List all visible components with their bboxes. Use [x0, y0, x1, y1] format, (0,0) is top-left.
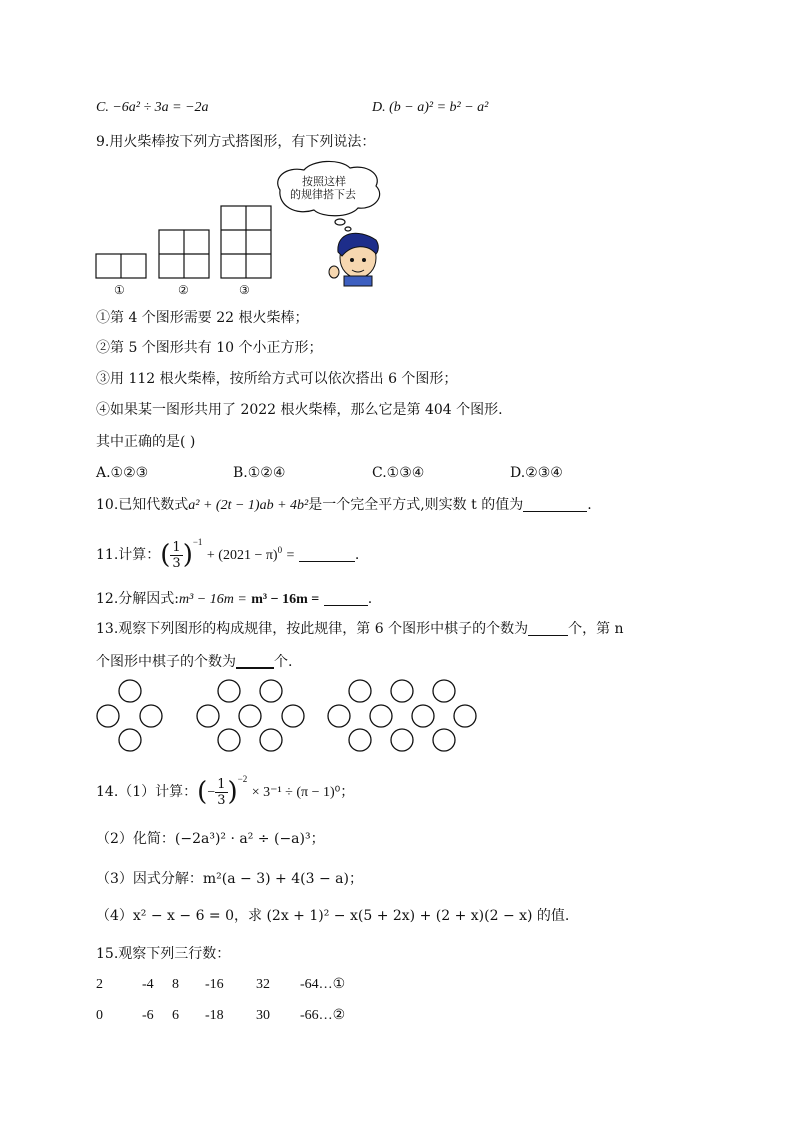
q15-row-2-c1: 0: [96, 1008, 103, 1023]
q8-option-d: D. (b − a)² = b² − a²: [372, 100, 489, 115]
q11-answer-blank[interactable]: [299, 547, 355, 562]
q11-line: 11.计算：( $\frac{1}{3}$ )$^{-1} + (2021 - \pi)^0$ = .: [96, 537, 360, 571]
q9-option-a: A.①②③: [96, 465, 149, 481]
q15-row-2-c6: -66…②: [300, 1008, 346, 1023]
figure-label-2: ②: [178, 283, 189, 297]
q15-row-2-c2: -6: [142, 1008, 154, 1023]
cartoon-boy-icon: [329, 233, 378, 286]
q15-row-1-c3: 8: [172, 977, 179, 992]
q9-option-b: B.①②④: [233, 465, 286, 481]
q15-row-2-c4: -18: [205, 1008, 224, 1023]
q14-fraction: $\frac{1}{3}$: [217, 776, 226, 808]
q9-statement-4: ④如果某一图形共用了 2022 根火柴棒，那么它是第 404 个图形.: [96, 402, 503, 418]
q12-line: 12.分解因式:m³ − 16m = m³ − 16m = .: [96, 591, 373, 607]
figure-label-3: ③: [239, 283, 250, 297]
q15-stem: 15.观察下列三行数：: [96, 946, 231, 962]
q15-row-2-c5: 30: [256, 1008, 270, 1023]
q12-answer-blank[interactable]: [324, 591, 368, 606]
q14-part-2: （2）化简：(−2a³)² · a² ÷ (−a)³；: [96, 831, 325, 847]
q10-answer-blank[interactable]: [523, 497, 587, 512]
bubble-text-2: 的规律搭下去: [290, 188, 356, 201]
q15-row-1-c1: 2: [96, 977, 103, 992]
q12-prefix: 12.分解因式:: [96, 591, 179, 607]
q9-option-d: D.②③④: [510, 465, 563, 481]
q15-row-1-c2: -4: [142, 977, 154, 992]
bubble-text-1: 按照这样: [302, 175, 346, 188]
q9-statement-2: ②第 5 个图形共有 10 个小正方形；: [96, 340, 323, 356]
figure-1: [96, 254, 146, 278]
figure-2: [159, 230, 209, 278]
q10-prefix: 10.已知代数式: [96, 497, 189, 513]
q8-option-c: C. −6a² ÷ 3a = −2a: [96, 100, 209, 115]
figure-label-1: ①: [114, 283, 125, 297]
matchstick-figures: [90, 160, 420, 300]
q11-fraction: $\frac{1}{3}$: [172, 539, 181, 571]
q13-line-2: 个图形中棋子的个数为 个.: [96, 654, 293, 670]
figure-3: [221, 206, 271, 278]
q15-row-1-c6: -64…①: [300, 977, 346, 992]
q15-row-2-c3: 6: [172, 1008, 179, 1023]
q10-suffix: 是一个完全平方式,则实数 t 的值为: [308, 497, 524, 513]
q10-line: 10.已知代数式a² + (2t − 1)ab + 4b²是一个完全平方式,则实数 t 的值为 .: [96, 497, 592, 513]
q14-part-4: （4）x² − x − 6 = 0，求 (2x + 1)² − x(5 + 2x) + (2 + x)(2 − x) 的值.: [96, 908, 570, 924]
q10-expression: a² + (2t − 1)ab + 4b²: [188, 498, 309, 513]
q13-line-1: 13.观察下列图形的构成规律，按此规律，第 6 个图形中棋子的个数为 个，第 n: [96, 621, 624, 637]
q9-question: 其中正确的是( ): [96, 434, 196, 450]
q9-statement-1: ①第 4 个图形需要 22 根火柴棒；: [96, 310, 309, 326]
q15-row-1-c5: 32: [256, 977, 270, 992]
q15-row-1-c4: -16: [205, 977, 224, 992]
q9-stem: 9.用火柴棒按下列方式搭图形，有下列说法：: [96, 134, 376, 150]
q12-expression: m³ − 16m =: [178, 592, 247, 607]
q11-rest: + (2021 − π): [206, 548, 278, 563]
chess-piece-figures: [90, 676, 490, 758]
q13-answer-blank-2[interactable]: [236, 653, 274, 669]
q11-prefix: 11.计算：: [96, 547, 161, 563]
q12-bold-expression: m³ − 16m =: [251, 592, 320, 607]
q9-statement-3: ③用 112 根火柴棒，按所给方式可以依次搭出 6 个图形；: [96, 371, 458, 387]
q13-answer-blank-1[interactable]: [528, 621, 568, 636]
q14-part-1: 14.（1）计算：(− $\frac{1}{3}$ )$^{-2}$ × 3⁻¹ ÷ (π − 1)⁰；: [96, 774, 355, 808]
q14-part-3: （3）因式分解：m²(a − 3) + 4(3 − a)；: [96, 871, 363, 887]
q9-option-c: C.①③④: [372, 465, 425, 481]
